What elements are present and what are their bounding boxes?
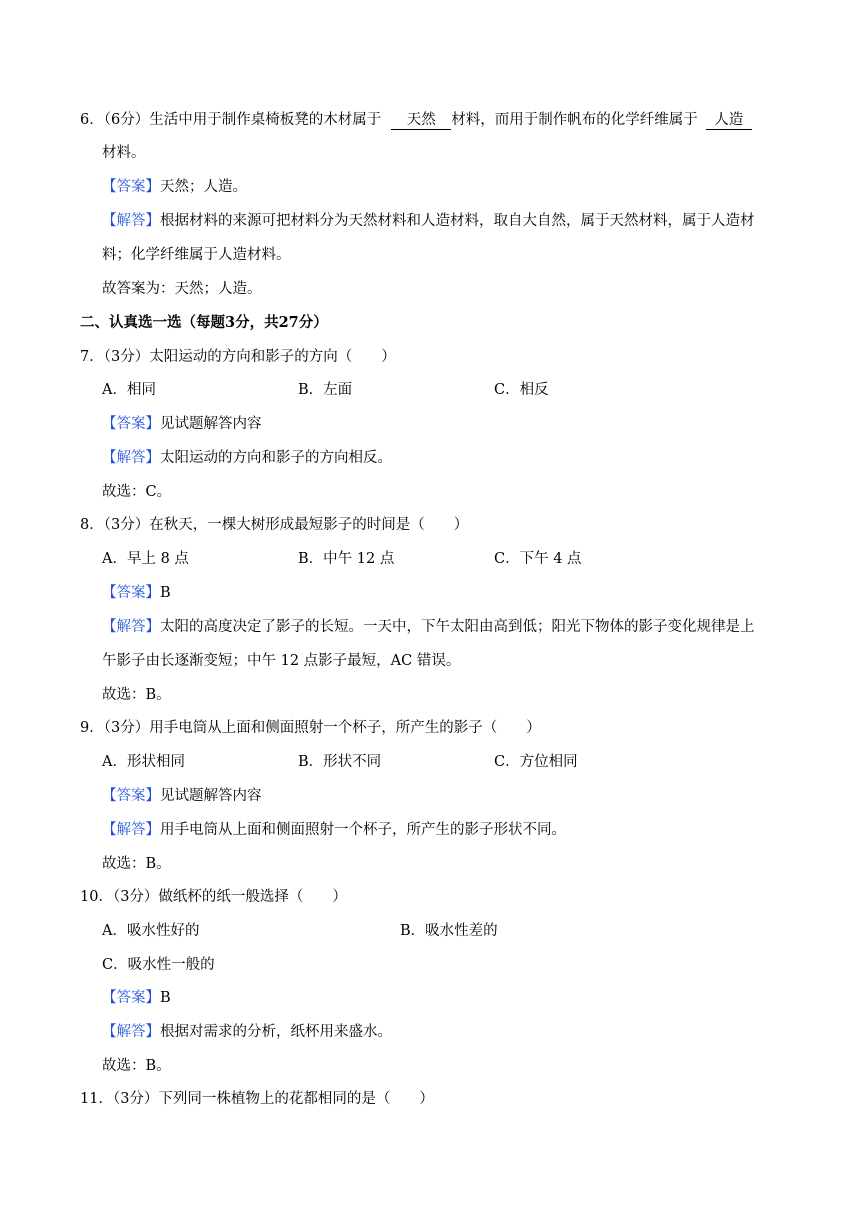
q8-option-b: B．中午 12 点: [298, 551, 395, 567]
q9-explanation: [102, 820, 566, 840]
q7-explanation: [102, 448, 392, 468]
answer-tag: 【答案】: [102, 416, 160, 432]
q6-blank-2: 人造: [706, 112, 752, 130]
q9-answer: [102, 786, 262, 806]
q7-stem: 7．（3分）太阳运动的方向和影子的方向（ ）: [80, 349, 396, 365]
q7-answer: [102, 414, 262, 434]
q7-option-a: A．相同: [102, 382, 156, 398]
answer-tag: 【答案】: [102, 585, 160, 601]
q7-answer-text: 见试题解答内容: [160, 416, 262, 432]
q11-stem: 11．（3分）下列同一株植物上的花都相同的是（ ）: [80, 1091, 434, 1107]
q6-explanation-line2: 料；化学纤维属于人造材料。: [102, 247, 291, 263]
q10-option-a: A．吸水性好的: [102, 923, 200, 939]
q10-explanation: [102, 1022, 392, 1042]
q6-blank-1: 天然: [391, 112, 451, 130]
q6-final: 故答案为：天然；人造。: [102, 281, 262, 297]
q7-explanation-text: 太阳运动的方向和影子的方向相反。: [160, 450, 392, 466]
q7-final: 故选：C。: [102, 484, 172, 500]
q6-stem: [80, 110, 752, 130]
q10-stem: 10．（3分）做纸杯的纸一般选择（ ）: [80, 889, 347, 905]
q9-option-b: B．形状不同: [298, 754, 382, 770]
explanation-tag: 【解答】: [102, 213, 160, 229]
q10-answer-text: B: [160, 990, 171, 1006]
q8-explanation-line1: 太阳的高度决定了影子的长短。一天中，下午太阳由高到低；阳光下物体的影子变化规律是上: [160, 619, 755, 635]
q10-answer: [102, 988, 171, 1008]
explanation-tag: 【解答】: [102, 619, 160, 635]
q10-final: 故选：B。: [102, 1058, 171, 1074]
q6-stem-prefix: 6．（6分）生活中用于制作桌椅板凳的木材属于: [80, 112, 382, 128]
q8-option-a: A．早上 8 点: [102, 551, 189, 567]
q6-stem-cont: 材料。: [102, 145, 146, 161]
q9-explanation-text: 用手电筒从上面和侧面照射一个杯子，所产生的影子形状不同。: [160, 822, 566, 838]
q8-stem: 8．（3分）在秋天，一棵大树形成最短影子的时间是（ ）: [80, 517, 469, 533]
q8-answer-text: B: [160, 585, 171, 601]
q10-option-b: B．吸水性差的: [400, 923, 498, 939]
q10-explanation-text: 根据对需求的分析，纸杯用来盛水。: [160, 1024, 392, 1040]
section-heading: 二、认真选一选（每题3分，共27分）: [80, 314, 328, 331]
q7-option-b: B．左面: [298, 382, 353, 398]
q9-answer-text: 见试题解答内容: [160, 788, 262, 804]
q7-option-c: C．相反: [494, 382, 549, 398]
q6-explanation: [102, 211, 755, 231]
answer-tag: 【答案】: [102, 788, 160, 804]
q8-final: 故选：B。: [102, 687, 171, 703]
q6-answer: [102, 177, 247, 197]
q6-stem-middle: 材料，而用于制作帆布的化学纤维属于: [451, 112, 698, 128]
explanation-tag: 【解答】: [102, 1024, 160, 1040]
q8-explanation-line2: 午影子由长逐渐变短；中午 12 点影子最短，AC 错误。: [102, 653, 461, 669]
q8-option-c: C．下午 4 点: [494, 551, 582, 567]
q9-option-c: C．方位相同: [494, 754, 578, 770]
q10-option-c: C．吸水性一般的: [102, 957, 215, 973]
q9-final: 故选：B。: [102, 856, 171, 872]
q6-answer-text: 天然；人造。: [160, 179, 247, 195]
q8-answer: [102, 583, 171, 603]
explanation-tag: 【解答】: [102, 822, 160, 838]
answer-tag: 【答案】: [102, 990, 160, 1006]
q8-explanation: [102, 617, 755, 637]
q6-explanation-line1: 根据材料的来源可把材料分为天然材料和人造材料，取自大自然，属于天然材料，属于人造材: [160, 213, 755, 229]
answer-tag: 【答案】: [102, 179, 160, 195]
q9-stem: 9．（3分）用手电筒从上面和侧面照射一个杯子，所产生的影子（ ）: [80, 720, 541, 736]
explanation-tag: 【解答】: [102, 450, 160, 466]
q9-option-a: A．形状相同: [102, 754, 185, 770]
